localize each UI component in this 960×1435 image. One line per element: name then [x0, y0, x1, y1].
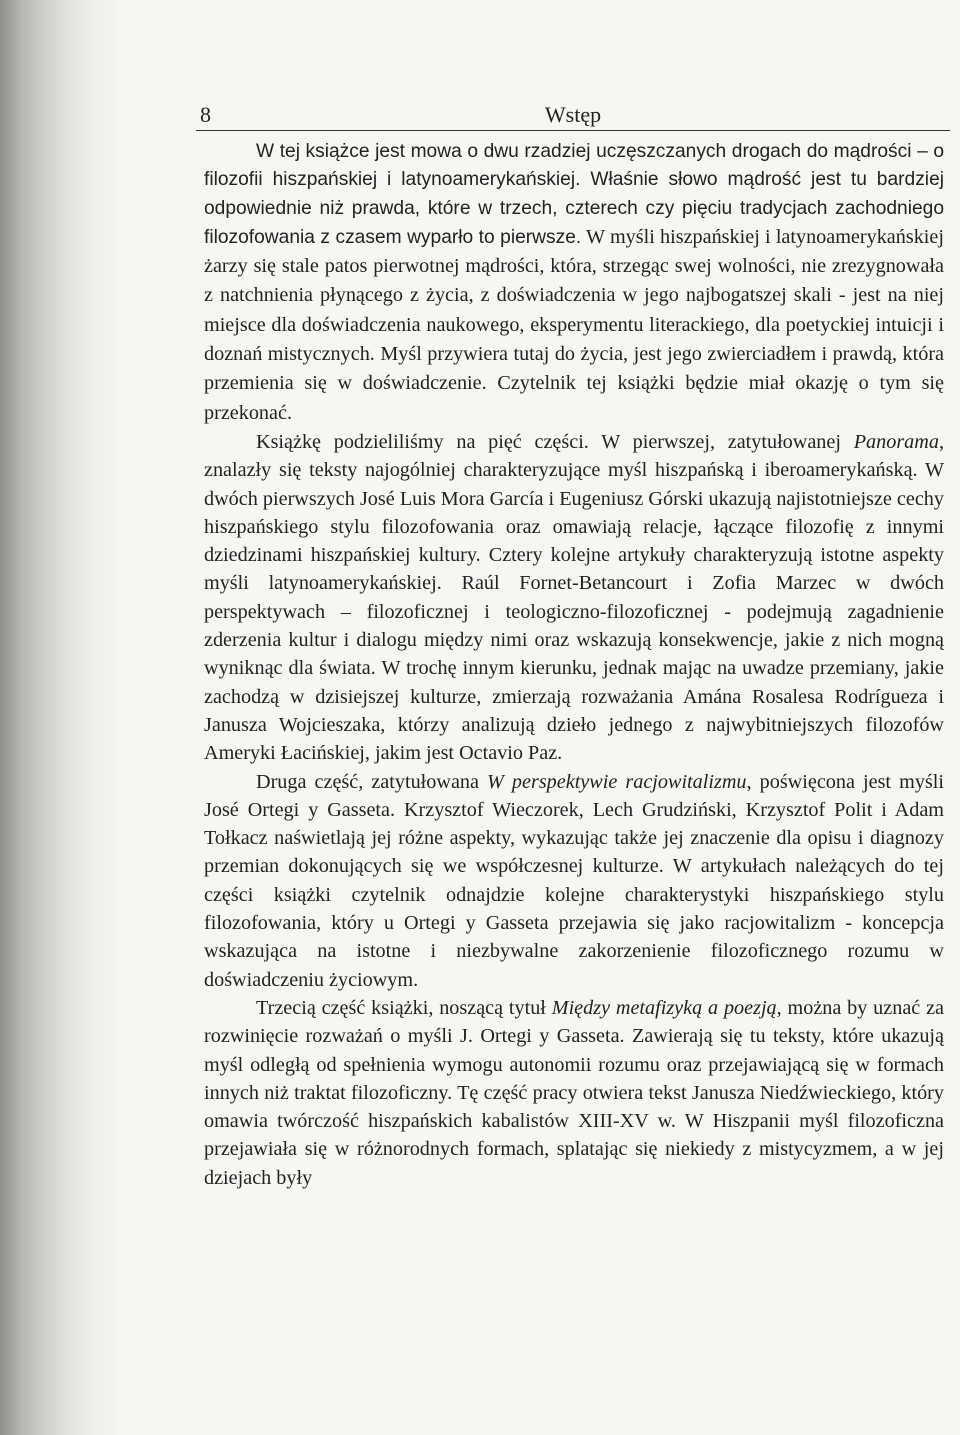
- section-title: Między metafizyką a poezją: [551, 996, 777, 1019]
- paragraph-part-three: [204, 994, 944, 1192]
- paragraph-text: , znalazły się teksty najogólniej charakteryzujące myśl hiszpańską i iberoamerykańską. W dwóch pierwszych José Luis Mora García i Eugeniusz Górski ukazują najistotniejsze cechy hiszpańskiego stylu filozofowania oraz omawiają relacje, łączące filozofię z innymi dziedzinami hiszpańskiej kultury. Cztery kolejne artykuły charakteryzują istotne aspekty myśli latynoamerykańskiej. Raúl Fornet-Betancourt i Zofia Marzec w dwóch perspektywach – filozoficznej i teologiczno-filozoficznej - podejmują zagadnienie zderzenia kultur i dialogu między nimi oraz wskazują konsekwencje, jakie z nich mogną wyniknąc dla świata. W trochę innym kierunku, jednak mając na uwadze przemiany, jakie zachodzą w dzisiejszej kulturze, zmierzają rozważania Amána Rosalesa Rodrígueza i Janusza Wojcieszaka, którzy analizują dzieło jednego z najwybitniejszych filozofów Ameryki Łacińskiej, jakim jest Octavio Paz.: [204, 430, 944, 765]
- book-page: [196, 100, 950, 1192]
- page-number: 8: [200, 102, 211, 127]
- paragraph-text: Trzecią część książki, noszącą tytuł: [256, 996, 552, 1019]
- paragraph-intro: [204, 138, 944, 428]
- running-title: Wstęp: [544, 102, 602, 127]
- section-title: Panorama: [853, 430, 939, 453]
- paragraph-intro-part2: W myśli hiszpańskiej i latynoamerykańskiej żarzy się stale patos pierwotnej mądrości, która, strzegąc swej wolności, nie zrezygnowała z natchnienia płynącego z życia, z doświadczenia w jego najbogatszej skali - jest na niej miejsce dla doświadczenia naukowego, eksperymentu literackiego, dla poetyckiej intuicji i doznań mistycznych. Myśl przywiera tutaj do życia, jest jego zwierciadłem i prawdą, która przemienia się w doświadczenie. Czytelnik tej książki będzie miał okazję o tym się przekonać.: [204, 225, 944, 424]
- paragraph-intro-part1: W tej książce jest mowa o dwu rzadziej uczęszczanych drogach do mądrości – o filozofii hiszpańskiej i latynoamerykańskiej. Właśnie słowo mądrość jest tu bardziej odpowiednie niż prawda, które w trzech, czterech czy pięciu tradycjach zachodniego filozofowania z czasem wyparło to pierwsze.: [204, 141, 944, 248]
- paragraph-text: , poświęcona jest myśli José Ortegi y Gasseta. Krzysztof Wieczorek, Lech Grudziński, Krzysztof Polit i Adam Tołkacz naświetlają jej różne aspekty, wykazując także jej znaczenie dla opisu i diagnozy przemian dokonujących się we współczesnej kulturze. W artykułach należących do tej części książki czytelnik odnajdzie kolejne charakterystyki hiszpańskiego stylu filozofowania, który u Ortegi y Gasseta przejawia się jako racjowitalizm - koncepcja wskazująca na istotne i niezbywalne zakorzenienie filozoficznego rozumu w doświadczeniu życiowym.: [204, 770, 944, 991]
- paragraph-text: Druga część, zatytułowana: [256, 770, 488, 793]
- book-spine-shadow: [0, 0, 120, 1435]
- body-text: [196, 138, 950, 1192]
- section-title: W perspektywie racjowitalizmu: [487, 770, 747, 793]
- running-header: [196, 100, 950, 131]
- paragraph-text: Książkę podzieliliśmy na pięć części. W pierwszej, zatytułowanej: [256, 430, 854, 453]
- paragraph-text: , można by uznać za rozwinięcie rozważań o myśli J. Ortegi y Gasseta. Zawierają się tu teksty, które ukazują myśl odległą od spełnienia wymogu autonomii rozumu oraz przejawiającą się w formach innych niż traktat filozoficzny. Tę część pracy otwiera tekst Janusza Niedźwieckiego, który omawia twórczość hiszpańskich kabalistów XIII-XV w. W Hiszpanii myśl filozoficzna przejawiała się w różnorodnych formach, splatając się niekiedy z mistycyzmem, a w jej dziejach były: [204, 996, 944, 1189]
- paragraph-part-one: [204, 428, 944, 768]
- paragraph-part-two: [204, 768, 944, 994]
